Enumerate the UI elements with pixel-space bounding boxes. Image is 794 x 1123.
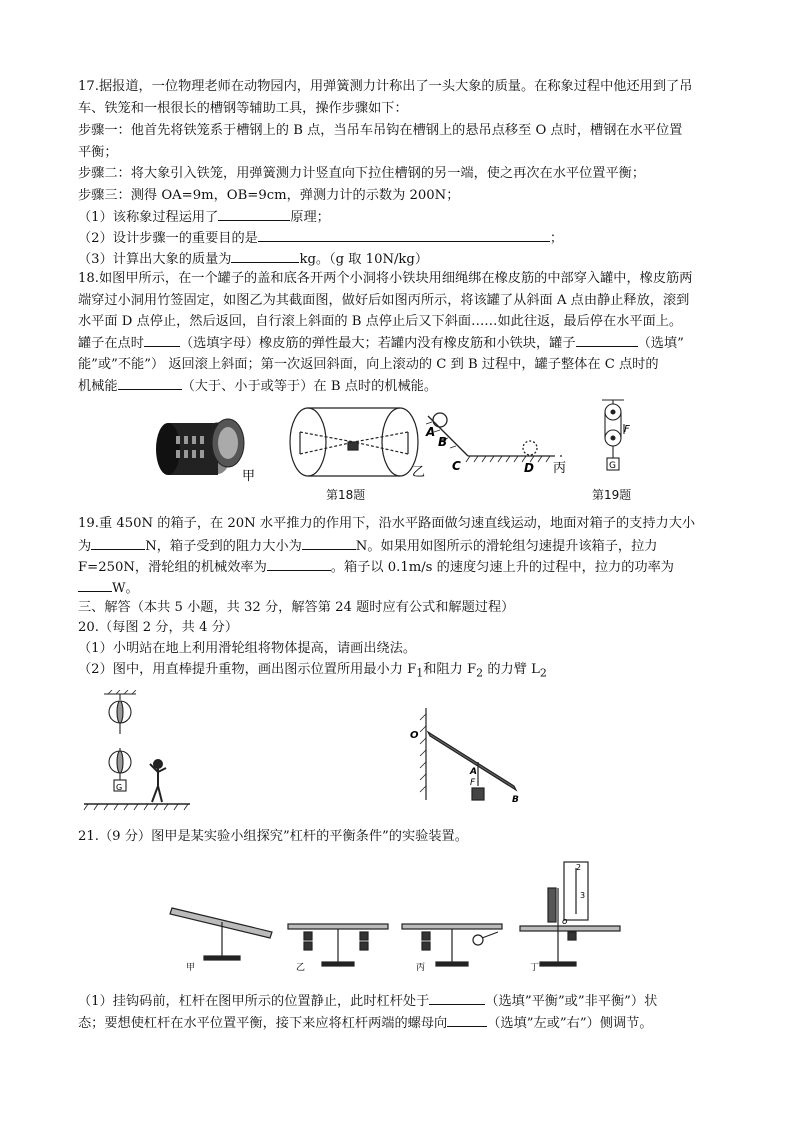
q18-line-3: 水平面 D 点停止，然后返回，自行滚上斜面的 B 点停止后又下斜面……如此往返，最后停在水平面上。	[78, 314, 683, 329]
q19-line-2-mid: N，箱子受到的阻力大小为	[145, 539, 302, 554]
q18-line-6-text: 机械能	[78, 379, 118, 394]
q17-blank-2[interactable]	[258, 227, 550, 242]
fig-label-yi: 乙	[412, 465, 426, 480]
q18-line-5: 能”或”不能”） 返回滚上斜面；第一次返回斜面，向上滚动的 C 到 B 过程中，罐子整体在 C 点时的	[78, 357, 659, 372]
q18-line-4-end: （选填”	[637, 336, 684, 351]
force-F-label-20: F	[470, 778, 476, 788]
q20-sub-3: 2	[539, 666, 547, 680]
q21-blank-2[interactable]	[447, 1012, 487, 1027]
q21-p1-text: （1）挂钩码前，杠杆在图甲所示的位置静止，此时杠杆处于	[78, 994, 430, 1009]
q18-blank-3[interactable]	[118, 375, 182, 390]
point-C-label: C	[452, 459, 461, 473]
q17-part-1-end: 原理；	[290, 210, 330, 225]
q20-part-2	[78, 659, 547, 685]
caption-q19: 第19题	[592, 488, 632, 502]
q21-p1-end: （选填”平衡”或”非平衡”）状	[485, 994, 658, 1009]
lever-figure-20	[420, 708, 516, 800]
pulley-19	[602, 400, 624, 470]
point-B-label: B	[438, 435, 448, 449]
q18-line-4-mid: （选填字母）橡皮筋的弹性最大；若罐内没有橡皮筋和小铁块，罐子	[179, 336, 576, 351]
pivot-o-label-21: o	[562, 917, 568, 927]
q19-blank-4[interactable]	[78, 577, 112, 592]
weight-G-label-20: G	[116, 783, 123, 792]
q20-heading: 20.（每图 2 分，共 4 分）	[78, 620, 239, 635]
lever-yi	[288, 924, 388, 966]
q18-line-6	[78, 375, 437, 398]
q19-line-3-end: 。箱子以 0.1m/s 的速度匀速上升的过程中，拉力的功率为	[330, 560, 674, 575]
point-D-label: D	[524, 461, 534, 475]
q17-line-6: 步骤三：测得 OA=9m，OB=9cm，弹测力计的示数为 200N；	[78, 188, 460, 203]
q18-line-1: 18.如图甲所示，在一个罐子的盖和底各开两个小洞将小铁块用细绳绑在橡皮筋的中部穿入罐中，橡皮筋两	[78, 271, 693, 286]
q19-line-3-text: F=250N，滑轮组的机械效率为	[78, 560, 267, 575]
lever-ding	[520, 862, 620, 966]
q19-line-2-end: N。如果用如图所示的滑轮组匀速提升该箱子，拉力	[355, 539, 658, 554]
q17-part-2-text: （2）设计步骤一的重要目的是	[78, 231, 258, 246]
q17-part-1	[78, 206, 330, 229]
q19-blank-1[interactable]	[91, 535, 145, 550]
q19-blank-2[interactable]	[302, 535, 356, 550]
scale-mark-3: 3	[580, 891, 586, 900]
label-jia-21: 甲	[186, 963, 196, 973]
q17-part-1-text: （1）该称象过程运用了	[78, 210, 219, 225]
q21-lever-figures	[160, 858, 630, 978]
q17-part-3-end: kg。（g 取 10N/kg）	[299, 252, 429, 267]
q18-line-2: 端穿过小洞用竹签固定，如图乙为其截面图，做好后如图丙所示，将该罐了从斜面 A 点由静止释放，滚到	[78, 293, 690, 308]
q18-line-4	[78, 332, 684, 355]
q18-blank-1[interactable]	[144, 332, 180, 347]
q20-figures	[78, 690, 558, 814]
scale-mark-2: 2	[576, 863, 582, 872]
q19-line-2	[78, 535, 657, 558]
person-icon	[150, 760, 166, 802]
q19-blank-3[interactable]	[267, 556, 331, 571]
q19-line-4-end: W。	[112, 581, 139, 596]
q18-blank-2[interactable]	[576, 332, 638, 347]
q17-blank-1[interactable]	[218, 206, 290, 221]
q21-part-1-line-2	[78, 1012, 653, 1035]
fig-label-jia: 甲	[242, 469, 256, 484]
q21-part-1-line-1	[78, 990, 657, 1013]
q19-line-1: 19.重 450N 的箱子，在 20N 水平推力的作用下，沿水平路面做匀速直线运动，地面对箱子的支持力大小	[78, 516, 696, 531]
q19-line-3	[78, 556, 674, 579]
q20-part-2-end: 的力臂 L	[483, 662, 540, 677]
weight-G-label: G	[609, 461, 616, 471]
q21-blank-1[interactable]	[429, 990, 485, 1005]
can-photo	[156, 419, 244, 475]
label-yi-21: 乙	[296, 963, 306, 973]
q20-sub-2: 2	[476, 666, 484, 680]
q17-line-4: 平衡；	[78, 145, 118, 160]
pulley-figure-20	[84, 690, 190, 810]
lever-jia	[170, 908, 272, 960]
point-A-label: A	[426, 425, 436, 439]
q17-line-1: 17.据报道，一位物理老师在动物园内，用弹簧测力计称出了一头大象的质量。在称象过程中他还用到了吊	[78, 79, 693, 94]
q20-sub-1: 1	[416, 666, 424, 680]
q20-part-2-mid: 和阻力 F	[423, 662, 477, 677]
caption-q18: 第18题	[326, 488, 366, 502]
q18-line-6-end: （大于、小于或等于）在 B 点时的机械能。	[181, 379, 438, 394]
q19-line-2-text: 为	[78, 539, 92, 554]
q17-line-3: 步骤一：他首先将铁笼系于槽钢上的 B 点，当吊车吊钩在槽钢上的悬吊点移至 O 点时，槽钢在水平位置	[78, 123, 683, 138]
q17-part-2-end: ；	[549, 231, 564, 246]
fig-label-bing: 丙	[553, 461, 567, 476]
q17-part-2	[78, 227, 563, 250]
section-3-heading: 三、解答（本共 5 小题，共 32 分，解答第 24 题时应有公式和解题过程）	[78, 600, 515, 615]
q20-part-1: （1）小明站在地上利用滑轮组将物体提高，请画出绕法。	[78, 641, 417, 656]
point-B-label-20: B	[512, 795, 519, 805]
q17-line-2: 车、铁笼和一根很长的槽钢等辅助工具，操作步骤如下：	[78, 101, 408, 116]
label-bing-21: 丙	[416, 963, 426, 973]
force-F-label: F	[624, 424, 630, 435]
label-ding-21: 丁	[530, 963, 540, 973]
q21-heading: 21.（9 分）图甲是某实验小组探究”杠杆的平衡条件”的实验装置。	[78, 829, 468, 844]
q17-part-3-text: （3）计算出大象的质量为	[78, 252, 232, 267]
lever-bing	[402, 924, 502, 966]
q17-blank-3[interactable]	[231, 248, 299, 263]
q17-line-5: 步骤二：将大象引入铁笼，用弹簧测力计竖直向下拉住槽钢的另一端，使之再次在水平位置平衡；	[78, 166, 646, 181]
q21-p1-text-2: 态；要想使杠杆在水平位置平衡，接下来应将杠杆两端的螺母向	[78, 1016, 448, 1031]
q18-line-4-text: 罐子在点时	[78, 336, 144, 351]
point-A-label-20: A	[470, 767, 477, 777]
q20-part-2-text: （2）图中，用直棒提升重物，画出图示位置所用最小力 F	[78, 662, 417, 677]
q21-p1-end-2: （选填”左或”右”）侧调节。	[487, 1016, 653, 1031]
pivot-O-label: O	[410, 730, 419, 741]
can-cross-section	[290, 408, 418, 476]
